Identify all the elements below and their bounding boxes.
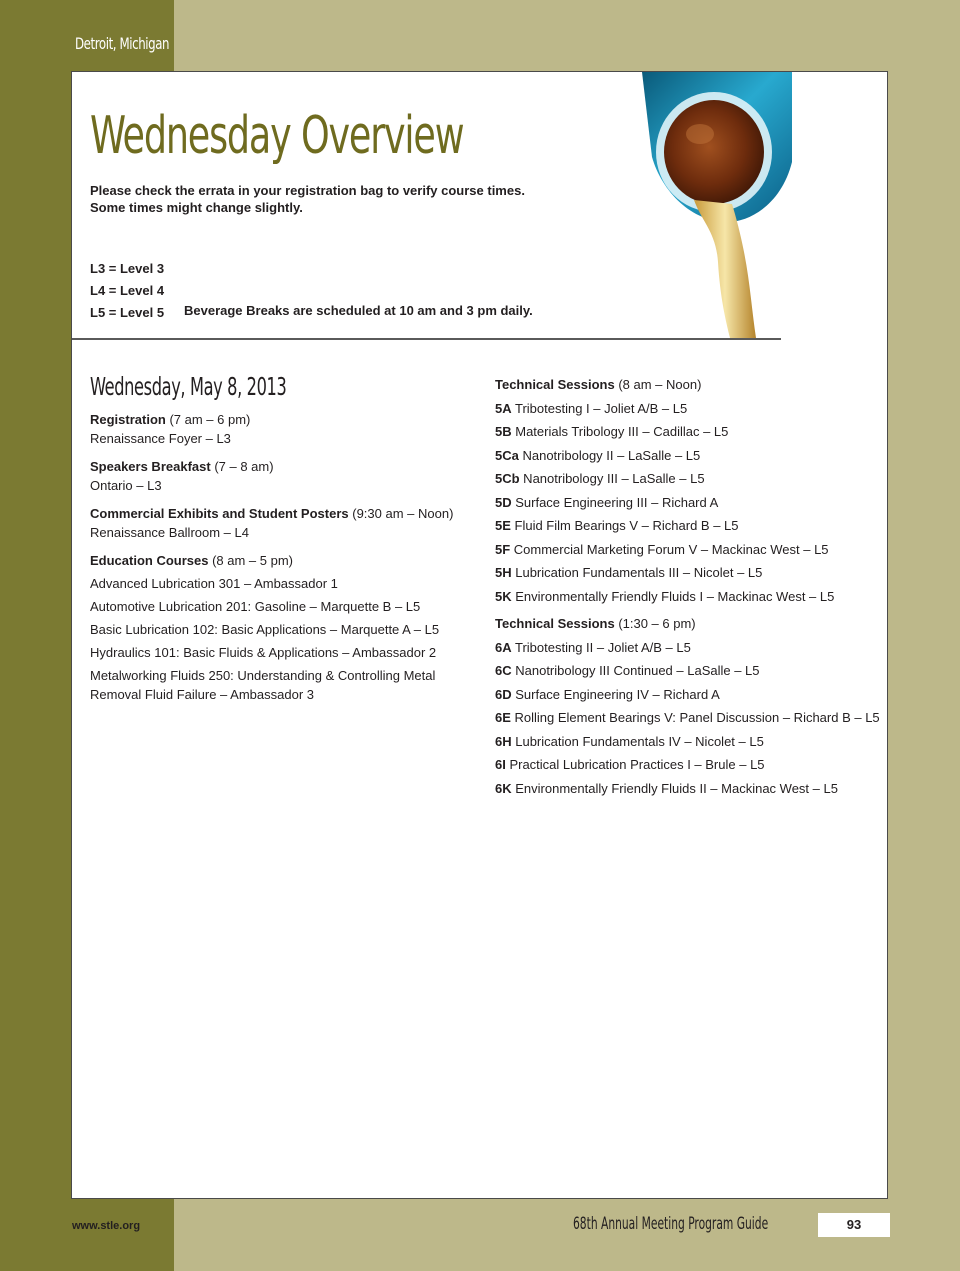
course-item: Automotive Lubrication 201: Gasoline – Marquette B – L5 [90, 599, 421, 614]
level-3-label: L3 = Level 3 [90, 261, 165, 276]
session-desc: Commercial Marketing Forum V – Mackinac West – L5 [510, 541, 829, 557]
oil-pour-illustration [632, 72, 792, 338]
event-location: Renaissance Ballroom – L4 [90, 525, 249, 540]
session-item [495, 659, 885, 683]
session-code: 5B [495, 424, 512, 439]
course-item: Basic Lubrication 102: Basic Applications – Marquette A – L5 [90, 622, 440, 637]
session-desc: Surface Engineering III – Richard A [511, 494, 719, 510]
course-item: Hydraulics 101: Basic Fluids & Applications – Ambassador 2 [90, 645, 437, 660]
event-name: Commercial Exhibits and Student Posters [90, 506, 349, 521]
session-desc: Environmentally Friendly Fluids I – Mackinac West – L5 [511, 588, 835, 604]
event-speakers-breakfast [90, 457, 470, 495]
session-item [495, 561, 885, 585]
session-desc: Practical Lubrication Practices I – Brule – L5 [505, 757, 765, 772]
education-courses-heading [90, 551, 470, 570]
session-item [495, 730, 885, 754]
page-title: Wednesday Overview [90, 106, 464, 166]
event-time: (7 am – 6 pm) [165, 412, 251, 427]
session-desc: Nanotribology III Continued – LaSalle – L5 [511, 663, 760, 678]
session-item [495, 420, 885, 444]
event-registration [90, 410, 470, 448]
errata-line-1: Please check the errata in your registration bag to verify course times. [90, 183, 525, 198]
event-time: (9:30 am – Noon) [348, 506, 454, 521]
schedule-right-column [495, 373, 885, 800]
session-code: 5H [495, 565, 512, 580]
session-desc: Environmentally Friendly Fluids II – Mackinac West – L5 [511, 780, 838, 796]
event-name: Education Courses [90, 553, 209, 568]
session-code: 6D [495, 686, 512, 702]
website-link[interactable]: www.stle.org [72, 1220, 141, 1232]
session-code: 5F [495, 541, 511, 557]
header-divider [72, 338, 781, 340]
session-code: 6A [495, 639, 512, 655]
errata-notice [90, 182, 590, 216]
session-desc: Lubrication Fundamentals IV – Nicolet – L5 [511, 733, 764, 749]
session-item [495, 491, 885, 515]
event-name: Speakers Breakfast [90, 459, 211, 474]
event-time: (1:30 – 6 pm) [614, 616, 696, 631]
program-guide-title: 68th Annual Meeting Program Guide [573, 1214, 769, 1234]
session-desc: Rolling Element Bearings V: Panel Discussion – Richard B – L5 [510, 710, 880, 725]
session-item [495, 636, 885, 660]
session-item [495, 585, 885, 609]
session-item [495, 753, 885, 777]
schedule-left-column [90, 410, 470, 704]
session-item [495, 777, 885, 801]
session-code: 6H [495, 733, 512, 749]
level-4-label: L4 = Level 4 [90, 283, 165, 298]
event-time: (8 am – 5 pm) [208, 553, 293, 568]
session-code: 5D [495, 494, 512, 510]
course-item-line: Removal Fluid Failure – Ambassador 3 [90, 687, 314, 702]
session-item [495, 397, 885, 421]
event-commercial-exhibits [90, 504, 470, 542]
session-code: 6C [495, 663, 512, 678]
event-location: Renaissance Foyer – L3 [90, 431, 231, 446]
session-item [495, 538, 885, 562]
session-item [495, 444, 885, 468]
technical-sessions-afternoon-heading [495, 612, 885, 636]
course-item: Advanced Lubrication 301 – Ambassador 1 [90, 576, 338, 591]
session-code: 6K [495, 780, 512, 796]
event-time: (8 am – Noon) [614, 377, 702, 392]
session-code: 5E [495, 518, 511, 533]
course-item-metalworking [90, 666, 470, 704]
session-desc: Tribotesting II – Joliet A/B – L5 [511, 639, 691, 655]
event-name: Registration [90, 412, 166, 427]
level-5-label: L5 = Level 5 [90, 305, 165, 320]
course-item-line: Metalworking Fluids 250: Understanding & Controlling Metal [90, 668, 436, 683]
session-desc: Fluid Film Bearings V – Richard B – L5 [510, 518, 739, 533]
session-code: 5Cb [495, 471, 520, 486]
technical-sessions-morning-heading [495, 373, 885, 397]
page-number: 93 [818, 1213, 890, 1237]
session-desc: Nanotribology III – LaSalle – L5 [519, 471, 705, 486]
session-desc: Materials Tribology III – Cadillac – L5 [511, 424, 729, 439]
session-code: 6I [495, 757, 506, 772]
session-code: 5Ca [495, 447, 519, 463]
content-panel [71, 71, 888, 1199]
level-legend [90, 258, 164, 324]
session-desc: Tribotesting I – Joliet A/B – L5 [511, 400, 688, 416]
session-desc: Surface Engineering IV – Richard A [511, 686, 720, 702]
location-label: Detroit, Michigan [75, 34, 170, 53]
event-name: Technical Sessions [495, 616, 615, 631]
session-item [495, 683, 885, 707]
event-location: Ontario – L3 [90, 478, 162, 493]
session-code: 6E [495, 710, 511, 725]
session-code: 5K [495, 588, 512, 604]
session-item [495, 514, 885, 538]
beverage-breaks-note: Beverage Breaks are scheduled at 10 am and 3 pm daily. [184, 303, 533, 318]
session-item [495, 467, 885, 491]
session-desc: Lubrication Fundamentals III – Nicolet – L5 [511, 565, 763, 580]
errata-line-2: Some times might change slightly. [90, 200, 303, 215]
session-desc: Nanotribology II – LaSalle – L5 [518, 447, 701, 463]
event-time: (7 – 8 am) [210, 459, 274, 474]
session-item [495, 706, 885, 730]
session-code: 5A [495, 400, 512, 416]
date-heading: Wednesday, May 8, 2013 [90, 372, 287, 401]
event-name: Technical Sessions [495, 377, 615, 392]
